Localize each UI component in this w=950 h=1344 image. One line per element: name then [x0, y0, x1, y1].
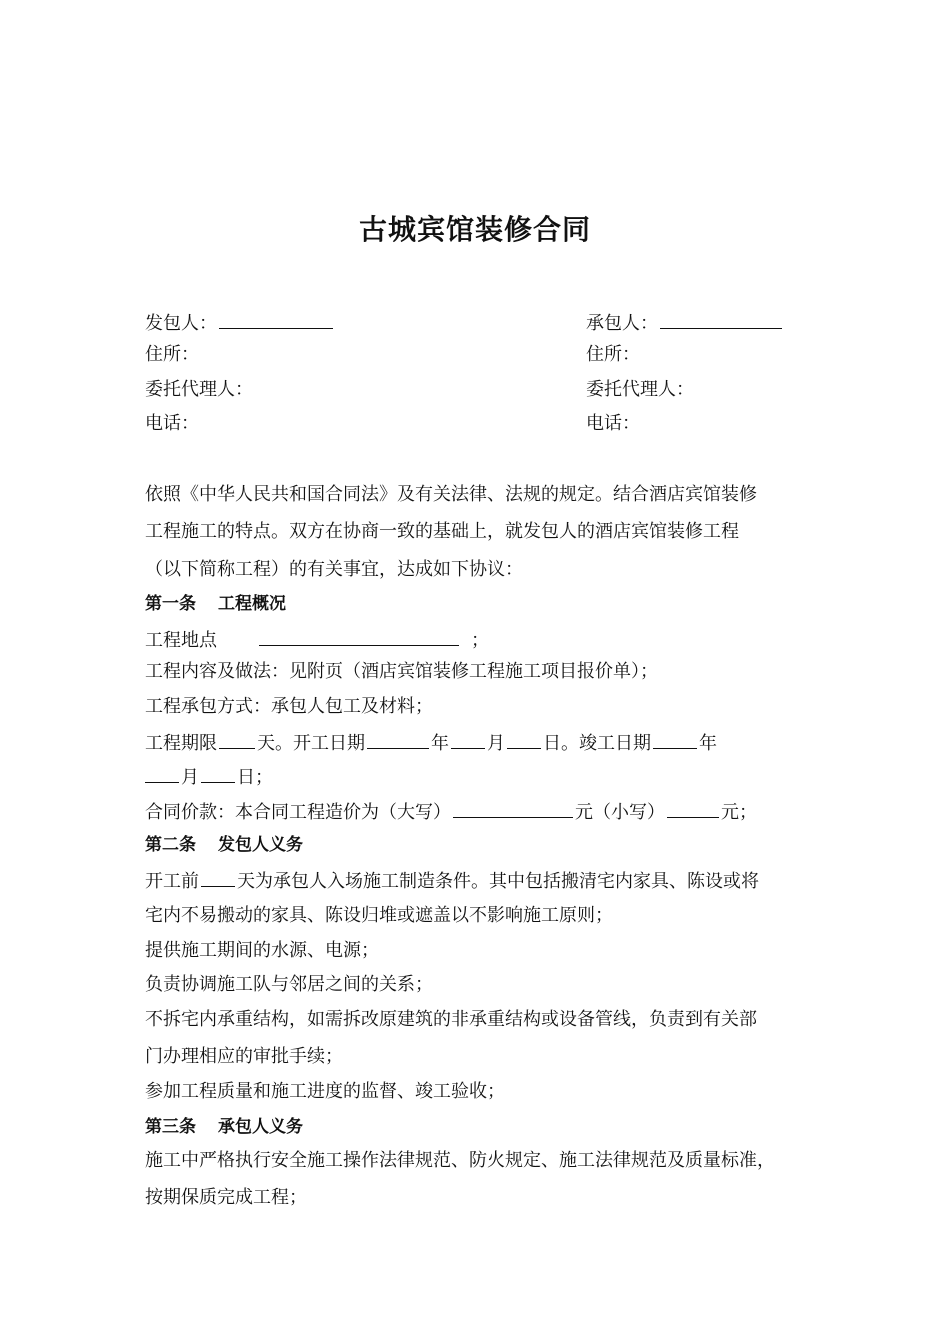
start-year-blank: [367, 730, 429, 749]
days-blank: [219, 730, 255, 749]
article-3-item-1-cont: 按期保质完成工程；: [145, 1187, 307, 1208]
location-end: ；: [471, 630, 489, 651]
period-month-1: 月: [487, 733, 505, 754]
preamble-line-2: 工程施工的特点。双方在协商一致的基础上，就发包人的酒店宾馆装修工程: [145, 521, 739, 542]
article-2-item-3: 负责协调施工队与邻居之间的关系；: [145, 974, 433, 995]
end-day-blank: [201, 764, 235, 783]
period-label: 工程期限: [145, 733, 217, 754]
article-2-item-1-a: 开工前: [145, 871, 199, 892]
article-2-number: 第二条: [145, 835, 196, 855]
contractor-blank: [660, 310, 782, 329]
employer-blank: [219, 310, 333, 329]
article-1-number: 第一条: [145, 594, 196, 614]
article-1-title: 工程概况: [218, 594, 286, 614]
pre-start-days-blank: [201, 868, 235, 887]
article-2-heading: [145, 834, 303, 856]
employer-phone-label: 电话：: [145, 413, 199, 434]
location-blank: [259, 627, 459, 646]
method-line: 工程承包方式：承包人包工及材料；: [145, 696, 433, 717]
contractor-line: [586, 310, 784, 335]
employer-address-label: 住所：: [145, 344, 199, 365]
article-2-item-2: 提供施工期间的水源、电源；: [145, 940, 379, 961]
period-year-1: 年: [431, 733, 449, 754]
article-1-heading: [145, 593, 286, 615]
article-3-item-1: 施工中严格执行安全施工操作法律规范、防火规定、施工法律规范及质量标准，: [145, 1150, 775, 1171]
price-yuan-2: 元；: [721, 802, 757, 823]
period-day-2: 日；: [237, 767, 273, 788]
start-month-blank: [451, 730, 485, 749]
preamble-line-1: 依照《中华人民共和国合同法》及有关法律、法规的规定。结合酒店宾馆装修: [145, 484, 757, 505]
article-2-item-5: 参加工程质量和施工进度的监督、竣工验收；: [145, 1081, 505, 1102]
period-line: [145, 730, 717, 755]
article-2-title: 发包人义务: [218, 835, 303, 855]
period-year-2: 年: [699, 733, 717, 754]
period-days: 天。开工日期: [257, 733, 365, 754]
article-2-item-4-cont: 门办理相应的审批手续；: [145, 1046, 343, 1067]
contractor-agent-label: 委托代理人：: [586, 379, 694, 400]
contractor-address-label: 住所：: [586, 344, 640, 365]
location-line: [145, 627, 489, 652]
price-figures-blank: [667, 799, 719, 818]
article-3-number: 第三条: [145, 1117, 196, 1137]
period-month-2: 月: [181, 767, 199, 788]
contractor-phone-label: 电话：: [586, 413, 640, 434]
employer-line: [145, 310, 335, 335]
document-title: 古城宾馆装修合同: [358, 213, 591, 246]
article-2-item-1-cont: 宅内不易搬动的家具、陈设归堆或遮盖以不影响施工原则；: [145, 905, 613, 926]
preamble-line-3: （以下简称工程）的有关事宜，达成如下协议：: [145, 559, 523, 580]
period-day-1: 日。竣工日期: [543, 733, 651, 754]
price-words-blank: [453, 799, 573, 818]
location-label: 工程地点: [145, 630, 217, 651]
end-year-blank: [653, 730, 697, 749]
end-month-blank: [145, 764, 179, 783]
price-line: [145, 799, 757, 824]
start-day-blank: [507, 730, 541, 749]
article-3-title: 承包人义务: [218, 1117, 303, 1137]
article-2-item-4: 不拆宅内承重结构，如需拆改原建筑的非承重结构或设备管线，负责到有关部: [145, 1009, 757, 1030]
employer-label: 发包人：: [145, 313, 217, 334]
employer-agent-label: 委托代理人：: [145, 379, 253, 400]
content-line: 工程内容及做法：见附页（酒店宾馆装修工程施工项目报价单）；: [145, 661, 658, 682]
price-label: 合同价款：本合同工程造价为（大写）: [145, 802, 451, 823]
contractor-label: 承包人：: [586, 313, 658, 334]
price-yuan-1: 元（小写）: [575, 802, 665, 823]
article-2-item-1-b: 天为承包人入场施工制造条件。其中包括搬清宅内家具、陈设或将: [237, 871, 759, 892]
article-3-heading: [145, 1116, 303, 1138]
article-2-item-1: [145, 868, 759, 893]
period-line-2: [145, 764, 273, 789]
